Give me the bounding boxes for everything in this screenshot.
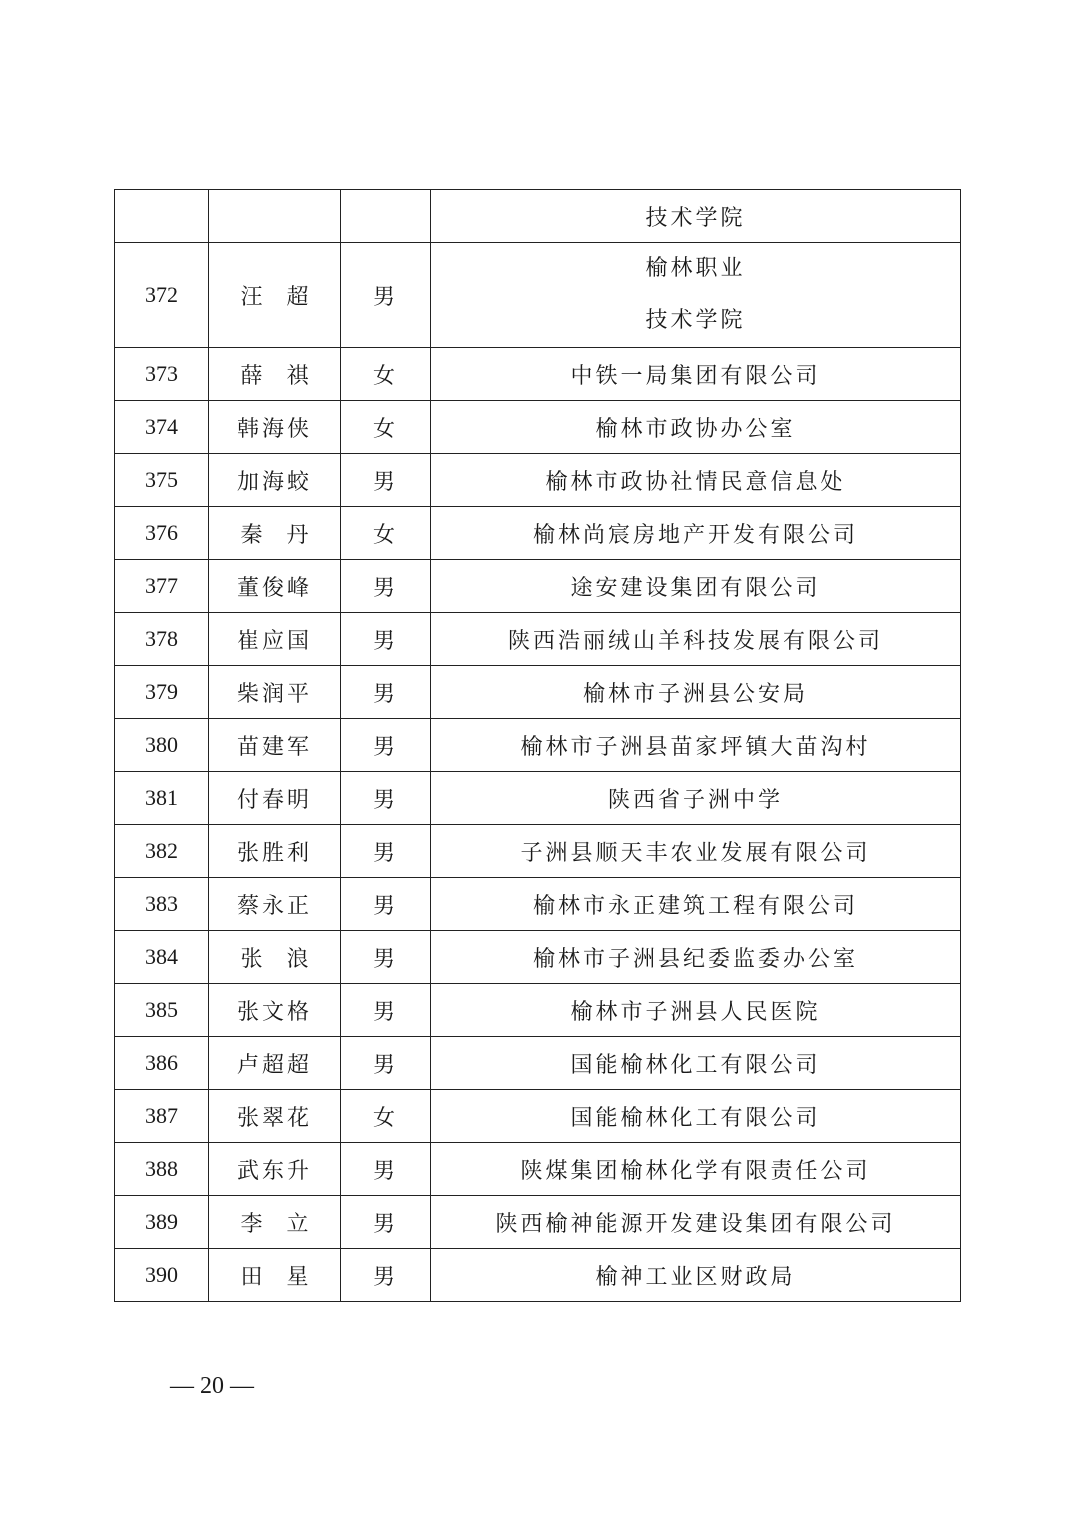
- cell-gender: 男: [341, 772, 431, 825]
- table-row: [115, 243, 961, 348]
- cell-name: 汪 超: [209, 243, 341, 348]
- cell-no: 385: [115, 984, 209, 1037]
- cell-gender: 男: [341, 454, 431, 507]
- cell-gender: 男: [341, 1196, 431, 1249]
- cell-gender: 男: [341, 719, 431, 772]
- table-row: [115, 560, 961, 613]
- cell-no: 380: [115, 719, 209, 772]
- cell-no: 388: [115, 1143, 209, 1196]
- table-row: [115, 825, 961, 878]
- cell-unit: 榆林市子洲县苗家坪镇大苗沟村: [431, 719, 961, 772]
- cell-unit: 榆林职业 技术学院: [431, 243, 961, 348]
- cell-no: 376: [115, 507, 209, 560]
- cell-unit: 途安建设集团有限公司: [431, 560, 961, 613]
- cell-gender: 男: [341, 243, 431, 348]
- table-row: [115, 348, 961, 401]
- roster-table: [114, 189, 961, 1302]
- cell-name: 张胜利: [209, 825, 341, 878]
- cell-no: 375: [115, 454, 209, 507]
- cell-name: 张翠花: [209, 1090, 341, 1143]
- cell-gender: 男: [341, 931, 431, 984]
- table-row: [115, 878, 961, 931]
- cell-unit: 榆林市子洲县纪委监委办公室: [431, 931, 961, 984]
- cell-no: 379: [115, 666, 209, 719]
- table-row: [115, 507, 961, 560]
- cell-gender: 女: [341, 1090, 431, 1143]
- table-row: [115, 772, 961, 825]
- cell-unit: 国能榆林化工有限公司: [431, 1090, 961, 1143]
- cell-no: 372: [115, 243, 209, 348]
- cell-unit: 榆林市永正建筑工程有限公司: [431, 878, 961, 931]
- cell-unit: 陕西榆神能源开发建设集团有限公司: [431, 1196, 961, 1249]
- cell-name: 薛 祺: [209, 348, 341, 401]
- cell-gender: 女: [341, 401, 431, 454]
- table-row: [115, 613, 961, 666]
- cell-name: 张文格: [209, 984, 341, 1037]
- cell-name: 秦 丹: [209, 507, 341, 560]
- cell-gender: 男: [341, 825, 431, 878]
- cell-gender: 男: [341, 878, 431, 931]
- table-row: [115, 719, 961, 772]
- cell-name: 董俊峰: [209, 560, 341, 613]
- roster-table-container: [114, 189, 960, 1302]
- cell-gender: [341, 190, 431, 243]
- cell-unit: 榆神工业区财政局: [431, 1249, 961, 1302]
- table-row-continued: [115, 190, 961, 243]
- cell-name: 柴润平: [209, 666, 341, 719]
- cell-gender: 男: [341, 613, 431, 666]
- cell-no: 383: [115, 878, 209, 931]
- table-row: [115, 1196, 961, 1249]
- cell-no: 390: [115, 1249, 209, 1302]
- cell-unit: 榆林市子洲县人民医院: [431, 984, 961, 1037]
- table-row: [115, 1249, 961, 1302]
- cell-gender: 男: [341, 1249, 431, 1302]
- cell-name: 武东升: [209, 1143, 341, 1196]
- cell-no: 377: [115, 560, 209, 613]
- cell-name: 加海蛟: [209, 454, 341, 507]
- cell-gender: 女: [341, 507, 431, 560]
- cell-name: 李 立: [209, 1196, 341, 1249]
- cell-name: 卢超超: [209, 1037, 341, 1090]
- cell-name: 田 星: [209, 1249, 341, 1302]
- table-row: [115, 931, 961, 984]
- cell-name: 张 浪: [209, 931, 341, 984]
- cell-name: 苗建军: [209, 719, 341, 772]
- table-row: [115, 401, 961, 454]
- cell-unit: 陕西省子洲中学: [431, 772, 961, 825]
- cell-unit: 榆林市政协办公室: [431, 401, 961, 454]
- cell-no: 378: [115, 613, 209, 666]
- cell-gender: 男: [341, 560, 431, 613]
- cell-gender: 男: [341, 1143, 431, 1196]
- cell-unit: 技术学院: [431, 190, 961, 243]
- cell-no: 386: [115, 1037, 209, 1090]
- cell-name: 付春明: [209, 772, 341, 825]
- cell-name: [209, 190, 341, 243]
- cell-unit: 陕西浩丽绒山羊科技发展有限公司: [431, 613, 961, 666]
- cell-name: 崔应国: [209, 613, 341, 666]
- cell-no: [115, 190, 209, 243]
- cell-no: 384: [115, 931, 209, 984]
- cell-no: 387: [115, 1090, 209, 1143]
- cell-unit: 榆林尚宸房地产开发有限公司: [431, 507, 961, 560]
- cell-name: 蔡永正: [209, 878, 341, 931]
- table-row: [115, 1143, 961, 1196]
- cell-no: 381: [115, 772, 209, 825]
- cell-unit: 子洲县顺天丰农业发展有限公司: [431, 825, 961, 878]
- cell-gender: 男: [341, 1037, 431, 1090]
- table-row: [115, 984, 961, 1037]
- table-row: [115, 454, 961, 507]
- cell-no: 374: [115, 401, 209, 454]
- table-row: [115, 666, 961, 719]
- cell-unit: 榆林市政协社情民意信息处: [431, 454, 961, 507]
- cell-no: 389: [115, 1196, 209, 1249]
- table-row: [115, 1090, 961, 1143]
- cell-unit: 陕煤集团榆林化学有限责任公司: [431, 1143, 961, 1196]
- cell-no: 373: [115, 348, 209, 401]
- page-number: — 20 —: [170, 1373, 254, 1399]
- cell-gender: 女: [341, 348, 431, 401]
- cell-no: 382: [115, 825, 209, 878]
- cell-unit: 榆林市子洲县公安局: [431, 666, 961, 719]
- cell-gender: 男: [341, 984, 431, 1037]
- cell-name: 韩海侠: [209, 401, 341, 454]
- cell-gender: 男: [341, 666, 431, 719]
- table-row: [115, 1037, 961, 1090]
- cell-unit: 国能榆林化工有限公司: [431, 1037, 961, 1090]
- cell-unit: 中铁一局集团有限公司: [431, 348, 961, 401]
